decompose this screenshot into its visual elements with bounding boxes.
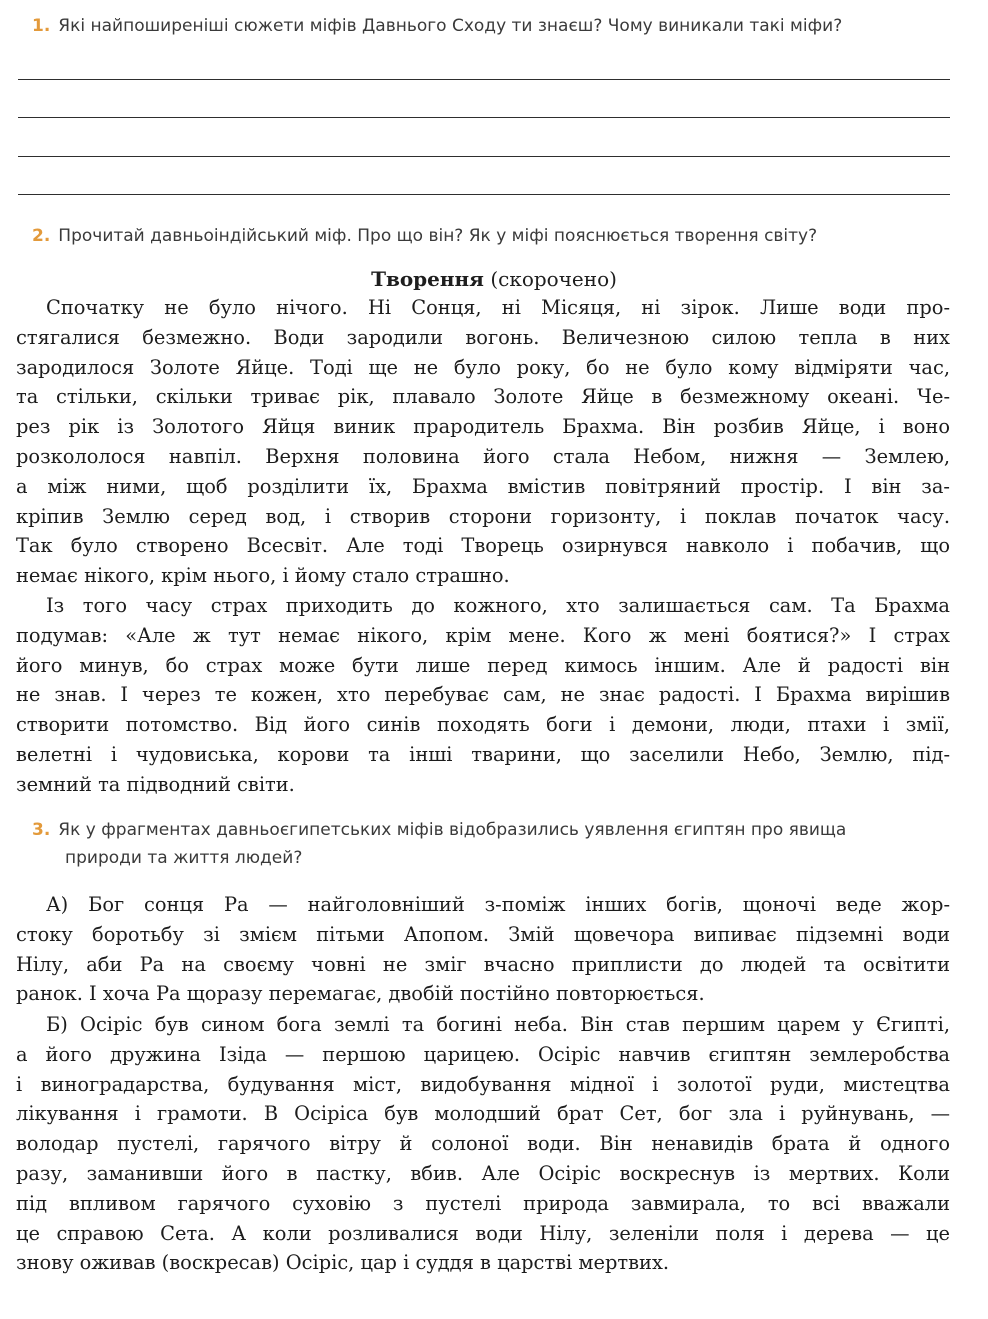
fragment-b-line: Б) Осіріс був сином бога землі та богині неба. Він став першим царем у Єгипті, bbox=[46, 1013, 950, 1036]
question-1 bbox=[32, 12, 968, 40]
fragment-b-line: лікування і грамоти. В Осіріса був молодший брат Сет, бог зла і руйнувань, — bbox=[16, 1102, 950, 1126]
answer-line-2[interactable] bbox=[18, 117, 950, 118]
fragment-a-line: Нілу, аби Ра на своєму човні не зміг вчасно приплисти до людей та освітити bbox=[16, 952, 950, 976]
question-2-number: 2. bbox=[32, 226, 51, 246]
answer-line-4[interactable] bbox=[18, 194, 950, 195]
story-title bbox=[0, 266, 988, 292]
fragment-b-line: під впливом гарячого суховію з пустелі природа завмирала, то всі вважали bbox=[16, 1191, 950, 1215]
fragment-a-line: А) Бог сонця Ра — найголовніший з-поміж інших богів, щоночі веде жор- bbox=[46, 893, 950, 916]
fragment-b-line: знову оживав (воскресав) Осіріс, цар і суддя в царстві мертвих. bbox=[16, 1251, 670, 1275]
fragment-b-line: це справою Сета. А коли розливалися води Нілу, зеленіли поля і дерева — це bbox=[16, 1221, 950, 1245]
story-line: велетні і чудовиська, корови та інші тварини, що заселили Небо, Землю, під- bbox=[16, 742, 950, 766]
fragment-a bbox=[16, 890, 950, 1009]
story-line: рез рік із Золотого Яйця виник прародитель Брахма. Він розбив Яйце, і воно bbox=[16, 415, 950, 439]
story-line: створити потомство. Від його синів походять боги і демони, люди, птахи і змії, bbox=[16, 713, 950, 737]
story-line: Із того часу страх приходить до кожного, хто залишається сам. Та Брахма bbox=[46, 593, 950, 617]
answer-line-1[interactable] bbox=[18, 79, 950, 80]
story-line: не знав. І через те кожен, хто перебуває сам, не знає радості. І Брахма вирішив bbox=[16, 683, 950, 707]
story-line: подумав: «Але ж тут немає нікого, крім мене. Кого ж мені боятися?» І страх bbox=[16, 623, 950, 647]
question-3-text-line1: Як у фрагментах давньоєгипетських міфів відобразились уявлення єгиптян про явища bbox=[58, 820, 847, 840]
question-3-number: 3. bbox=[32, 820, 51, 840]
story-line: Спочатку не було нічого. Ні Сонця, ні Місяця, ні зірок. Лише води про- bbox=[46, 296, 950, 319]
question-3-text-line2: природи та життя людей? bbox=[65, 848, 303, 868]
question-1-number: 1. bbox=[32, 16, 51, 36]
question-2-text: Прочитай давньоіндійський міф. Про що він? Як у міфі пояснюється творення світу? bbox=[58, 226, 818, 246]
story-line: зародилося Золоте Яйце. Тоді ще не було року, бо не було кому відміряти час, bbox=[16, 355, 950, 379]
story-line: а між ними, щоб розділити їх, Брахма вмістив повітряний простір. І він за- bbox=[16, 474, 950, 498]
fragment-b-line: а його дружина Ізіда — першою царицею. Осіріс навчив єгиптян землеробства bbox=[16, 1042, 950, 1066]
fragment-b-line: володар пустелі, гарячого вітру й солоної води. Він ненавидів брата й одного bbox=[16, 1132, 950, 1156]
fragment-b bbox=[16, 1010, 950, 1278]
story-line: та стільки, скільки триває рік, плавало Золоте Яйце в безмежному океані. Че- bbox=[16, 385, 950, 409]
question-2 bbox=[32, 222, 968, 250]
story-title-main: Творення bbox=[371, 267, 484, 291]
fragment-a-line: стоку боротьбу зі змієм пітьми Апопом. Змій щовечора випиває підземні води bbox=[16, 922, 950, 946]
story-line: земний та підводний світи. bbox=[16, 772, 295, 796]
question-3 bbox=[32, 816, 968, 872]
story-title-subtitle: (скорочено) bbox=[490, 267, 617, 291]
fragment-b-line: разу, заманивши його в пастку, вбив. Але Осіріс воскреснув із мертвих. Коли bbox=[16, 1161, 950, 1185]
answer-line-3[interactable] bbox=[18, 156, 950, 157]
question-1-text: Які найпоширеніші сюжети міфів Давнього Сходу ти знаєш? Чому виникали такі міфи? bbox=[58, 16, 843, 36]
story-line: кріпив Землю серед вод, і створив сторони горизонту, і поклав початок часу. bbox=[16, 504, 950, 528]
fragment-a-line: ранок. І хоча Ра щоразу перемагає, двобій постійно повторюється. bbox=[16, 982, 705, 1006]
story-line: Так було створено Всесвіт. Але тоді Творець озирнувся навколо і побачив, що bbox=[16, 534, 950, 558]
fragment-b-line: і виноградарства, будування міст, видобування мідної і золотої руди, мистецтва bbox=[16, 1072, 950, 1096]
story-line: немає нікого, крім нього, і йому стало страшно. bbox=[16, 564, 510, 588]
story-line: стягалися безмежно. Води зародили вогонь. Величезною силою тепла в них bbox=[16, 325, 950, 349]
story-line: його минув, бо страх може бути лише перед кимось іншим. Але й радості він bbox=[16, 653, 950, 677]
story-body bbox=[16, 293, 950, 800]
story-line: розкололося навпіл. Верхня половина його стала Небом, нижня — Землею, bbox=[16, 444, 950, 468]
